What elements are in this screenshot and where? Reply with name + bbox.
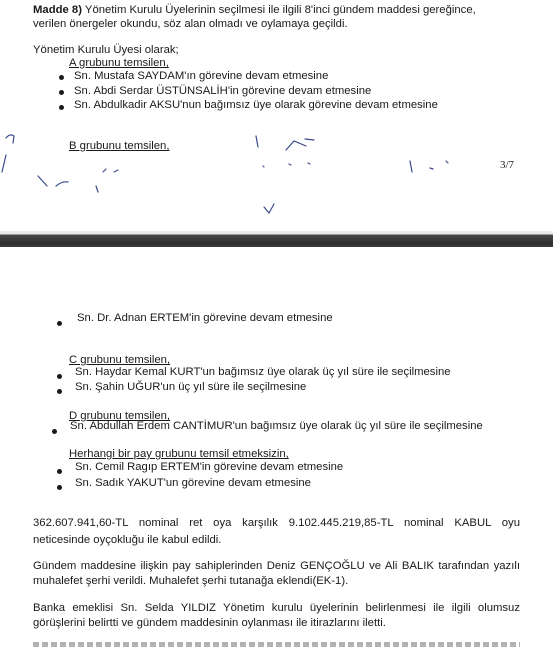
dissent-line-1: Gündem maddesine ilişkin pay sahiplerinden Deniz GENÇOĞLU ve Ali BALIK tarafından yazılı xyxy=(33,560,520,572)
vote-result-line-2: neticesinde oyçokluğu ile kabul edildi. xyxy=(33,534,222,546)
signature-stroke xyxy=(114,170,118,172)
vote-result-line-1: 362.607.941,60-TL nominal ret oya karşılık 9.102.445.219,85-TL nominal KABUL oyu xyxy=(33,517,520,529)
group-b-item-1: Sn. Dr. Adnan ERTEM'in görevine devam etmesine xyxy=(77,312,333,324)
signature-stroke xyxy=(38,176,47,186)
madde-8-line-2: verilen önergeler okundu, söz alan olmadı ve oylamaya geçildi. xyxy=(33,18,348,30)
signature-stroke xyxy=(286,141,306,150)
document-page-3 xyxy=(0,0,553,231)
signature-stroke xyxy=(446,161,448,163)
intro-text: Yönetim Kurulu Üyesi olarak; xyxy=(33,44,179,56)
cut-off-next-line xyxy=(33,642,520,647)
signature-stroke xyxy=(103,169,106,172)
signature-stroke xyxy=(263,166,264,167)
group-none-heading: Herhangi bir pay grubunu temsil etmeksizin, xyxy=(69,448,289,460)
signature-stroke xyxy=(430,168,433,169)
group-b-heading: B grubunu temsilen, xyxy=(69,140,170,152)
page-separator xyxy=(0,231,553,247)
bullet xyxy=(52,429,57,434)
banka-line-1: Banka emeklisi Sn. Selda YILDIZ Yönetim kurulu üyelerinin belirlenmesi ile ilgili olumsuz xyxy=(33,602,520,614)
group-a-heading: A grubunu temsilen, xyxy=(69,57,169,69)
signature-stroke xyxy=(264,204,274,213)
signature-stroke xyxy=(308,163,310,164)
cut-off-text-fragment xyxy=(33,642,520,647)
group-a-item-1: Sn. Mustafa SAYDAM'ın görevine devam etmesine xyxy=(74,70,329,82)
page-number: 3/7 xyxy=(500,159,515,171)
group-c-heading: C grubunu temsilen, xyxy=(69,354,171,366)
signature-stroke xyxy=(256,136,258,147)
bullet xyxy=(57,485,62,490)
banka-line-2: görüşlerini belirtti ve gündem maddesinin oylanması ile itirazlarını iletti. xyxy=(33,617,386,629)
signature-stroke xyxy=(289,164,291,165)
bullet xyxy=(57,469,62,474)
signature-stroke xyxy=(305,139,314,140)
bullet xyxy=(57,389,62,394)
signature-stroke xyxy=(6,135,14,143)
handwritten-signatures xyxy=(0,0,553,231)
madde-heading: Madde 8) xyxy=(33,4,82,16)
group-d-heading: D grubunu temsilen, xyxy=(69,410,171,422)
signature-stroke xyxy=(410,161,412,172)
bullet xyxy=(57,321,62,326)
group-a-item-3: Sn. Abdulkadir AKSU'nun bağımsız üye olarak görevine devam etmesine xyxy=(74,99,438,111)
signature-stroke xyxy=(2,155,6,172)
group-a-item-2: Sn. Abdi Serdar ÜSTÜNSALİH'in görevine devam etmesine xyxy=(74,85,372,97)
group-c-item-2: Sn. Şahin UĞUR'un üç yıl süre ile seçilmesine xyxy=(75,381,307,393)
group-c-item-1: Sn. Haydar Kemal KURT'un bağımsız üye olarak üç yıl süre ile seçilmesine xyxy=(75,366,451,378)
madde-8-text-1: Yönetim Kurulu Üyelerinin seçilmesi ile ilgili 8'inci gündem maddesi gereğince, xyxy=(84,4,476,16)
group-d-item-1: Sn. Abdullah Erdem CANTİMUR'un bağımsız üye olarak üç yıl süre ile seçilmesine xyxy=(70,420,483,432)
group-none-item-2: Sn. Sadık YAKUT'un görevine devam etmesine xyxy=(75,477,311,489)
signature-stroke xyxy=(96,186,98,192)
signature-stroke xyxy=(56,182,68,186)
document-page-4 xyxy=(0,247,553,647)
dissent-line-2: muhalefet şerhi verildi. Muhalefet şerhi tutanağa eklendi(EK-1). xyxy=(33,575,349,587)
group-none-item-1: Sn. Cemil Ragıp ERTEM'in görevine devam etmesine xyxy=(75,461,344,473)
bullet xyxy=(57,374,62,379)
